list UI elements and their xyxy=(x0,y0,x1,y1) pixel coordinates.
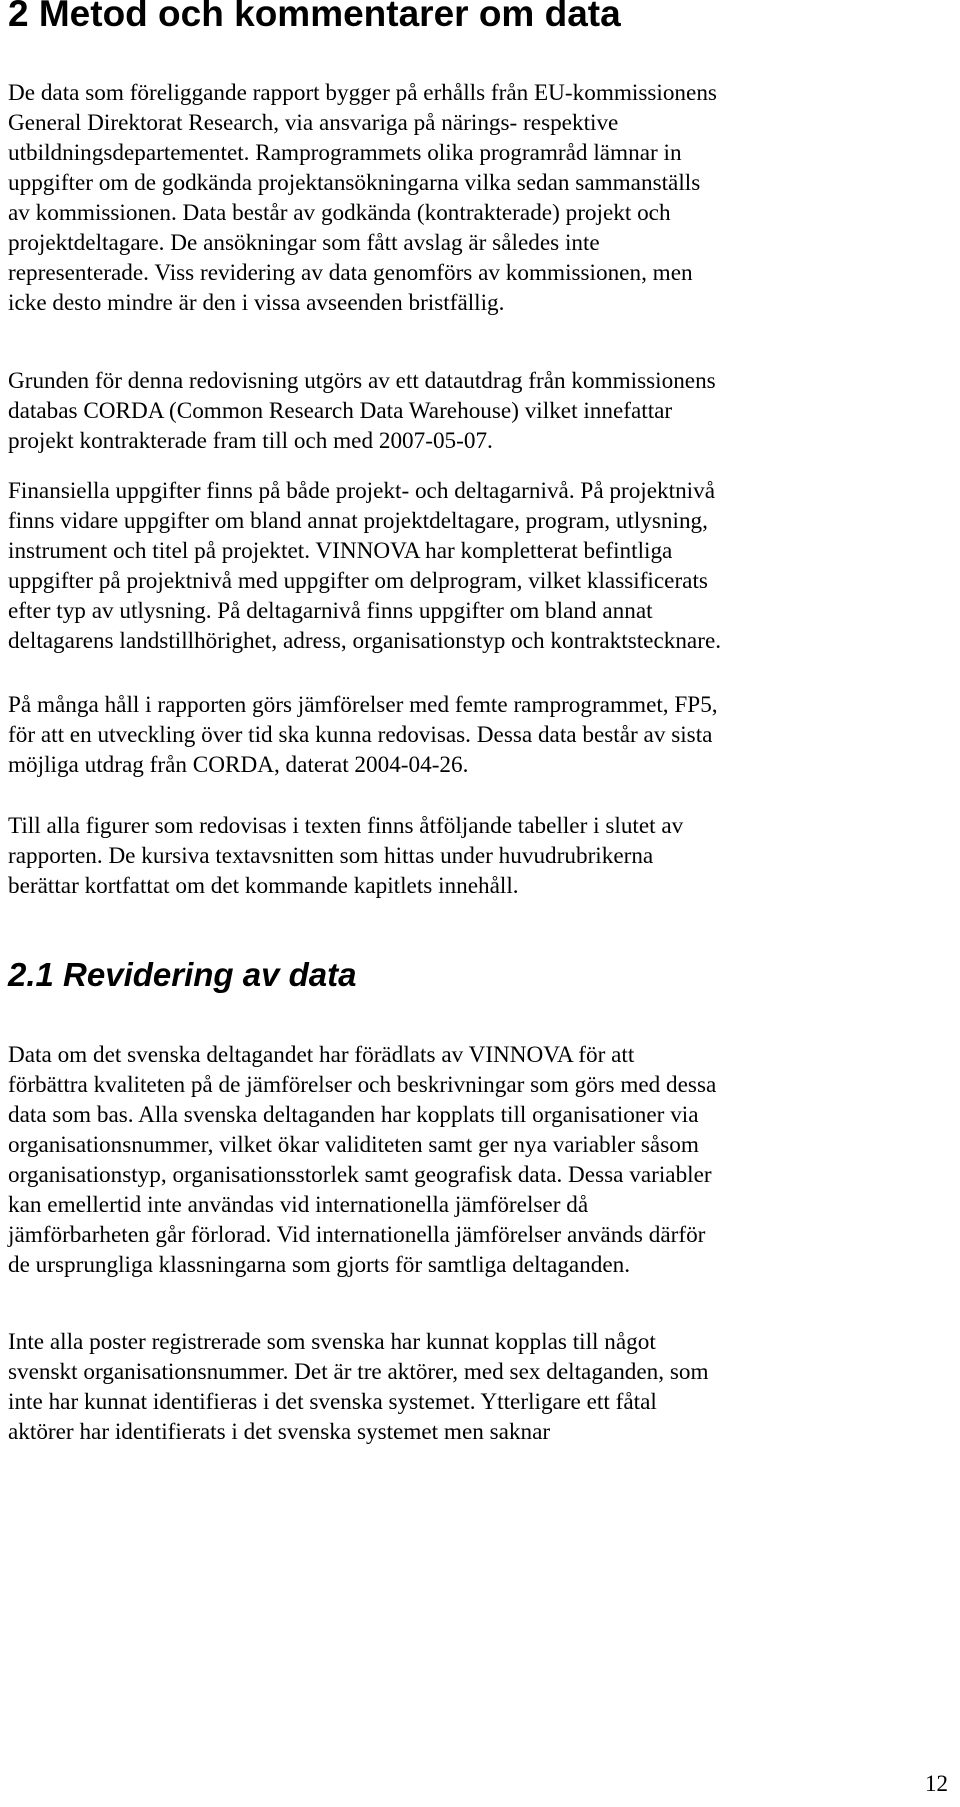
text-line: På många håll i rapporten görs jämförelser med femte ramprogrammet, FP5, xyxy=(8,692,718,718)
text-line: rapporten. De kursiva textavsnitten som hittas under huvudrubrikerna xyxy=(8,843,654,869)
text-line: finns vidare uppgifter om bland annat projektdeltagare, program, utlysning, xyxy=(8,508,708,534)
text-line: aktörer har identifierats i det svenska systemet men saknar xyxy=(8,1419,551,1445)
text-line: förbättra kvaliteten på de jämförelser och beskrivningar som görs med dessa xyxy=(8,1072,717,1098)
text-line: Till alla figurer som redovisas i texten finns åtföljande tabeller i slutet av xyxy=(8,813,684,839)
text-line: instrument och titel på projektet. VINNOVA har kompletterat befintliga xyxy=(8,538,673,564)
text-line: Inte alla poster registrerade som svenska har kunnat kopplas till något xyxy=(8,1329,656,1355)
text-line: svenskt organisationsnummer. Det är tre aktörer, med sex deltaganden, som xyxy=(8,1359,709,1385)
text-line: Grunden för denna redovisning utgörs av ett datautdrag från kommissionens xyxy=(8,368,716,394)
paragraph-tables-note xyxy=(8,811,954,901)
text-line: efter typ av utlysning. På deltagarnivå finns uppgifter om bland annat xyxy=(8,598,653,624)
text-line: projektdeltagare. De ansökningar som fått avslag är således inte xyxy=(8,230,600,256)
text-line: deltagarens landstillhörighet, adress, organisationstyp och kontraktstecknare. xyxy=(8,628,722,654)
text-line: projekt kontrakterade fram till och med 2007-05-07. xyxy=(8,428,493,454)
text-line: inte har kunnat identifieras i det svenska systemet. Ytterligare ett fåtal xyxy=(8,1389,657,1415)
text-line: de ursprungliga klassningarna som gjorts för samtliga deltaganden. xyxy=(8,1252,631,1278)
section-heading: 2 Metod och kommentarer om data xyxy=(8,0,621,34)
text-line: möjliga utdrag från CORDA, daterat 2004-04-26. xyxy=(8,752,469,778)
text-line: utbildningsdepartementet. Ramprogrammets olika programråd lämnar in xyxy=(8,140,682,166)
text-line: databas CORDA (Common Research Data Warehouse) vilket innefattar xyxy=(8,398,673,424)
text-line: för att en utveckling över tid ska kunna redovisas. Dessa data består av sista xyxy=(8,722,713,748)
page-number: 12 xyxy=(925,1771,948,1796)
paragraph-revision xyxy=(8,1040,954,1280)
paragraph-fp5-comparison xyxy=(8,690,954,780)
text-line: uppgifter på projektnivå med uppgifter om delprogram, vilket klassificerats xyxy=(8,568,708,594)
text-line: berättar kortfattat om det kommande kapitlets innehåll. xyxy=(8,873,519,899)
paragraph-data-source xyxy=(8,78,954,318)
text-line: kan emellertid inte användas vid internationella jämförelser då xyxy=(8,1192,589,1218)
text-line: uppgifter om de godkända projektansökningarna vilka sedan sammanställs xyxy=(8,170,701,196)
text-line: Finansiella uppgifter finns på både projekt- och deltagarnivå. På projektnivå xyxy=(8,478,716,504)
text-line: De data som föreliggande rapport bygger på erhålls från EU-kommissionens xyxy=(8,80,717,106)
text-line: organisationstyp, organisationsstorlek samt geografisk data. Dessa variabler xyxy=(8,1162,712,1188)
text-line: icke desto mindre är den i vissa avseenden bristfällig. xyxy=(8,290,505,316)
subsection-heading: 2.1 Revidering av data xyxy=(8,956,357,993)
paragraph-unregistered xyxy=(8,1327,954,1447)
paragraph-corda-extract xyxy=(8,366,954,456)
text-line: av kommissionen. Data består av godkända (kontrakterade) projekt och xyxy=(8,200,671,226)
text-line: organisationsnummer, vilket ökar validiteten samt ger nya variabler såsom xyxy=(8,1132,699,1158)
paragraph-financial-data xyxy=(8,476,954,656)
text-line: Data om det svenska deltagandet har förädlats av VINNOVA för att xyxy=(8,1042,635,1068)
text-line: jämförbarheten går förlorad. Vid internationella jämförelser används därför xyxy=(8,1222,706,1248)
text-line: General Direktorat Research, via ansvariga på närings- respektive xyxy=(8,110,619,136)
text-line: data som bas. Alla svenska deltaganden har kopplats till organisationer via xyxy=(8,1102,699,1128)
text-line: representerade. Viss revidering av data genomförs av kommissionen, men xyxy=(8,260,693,286)
